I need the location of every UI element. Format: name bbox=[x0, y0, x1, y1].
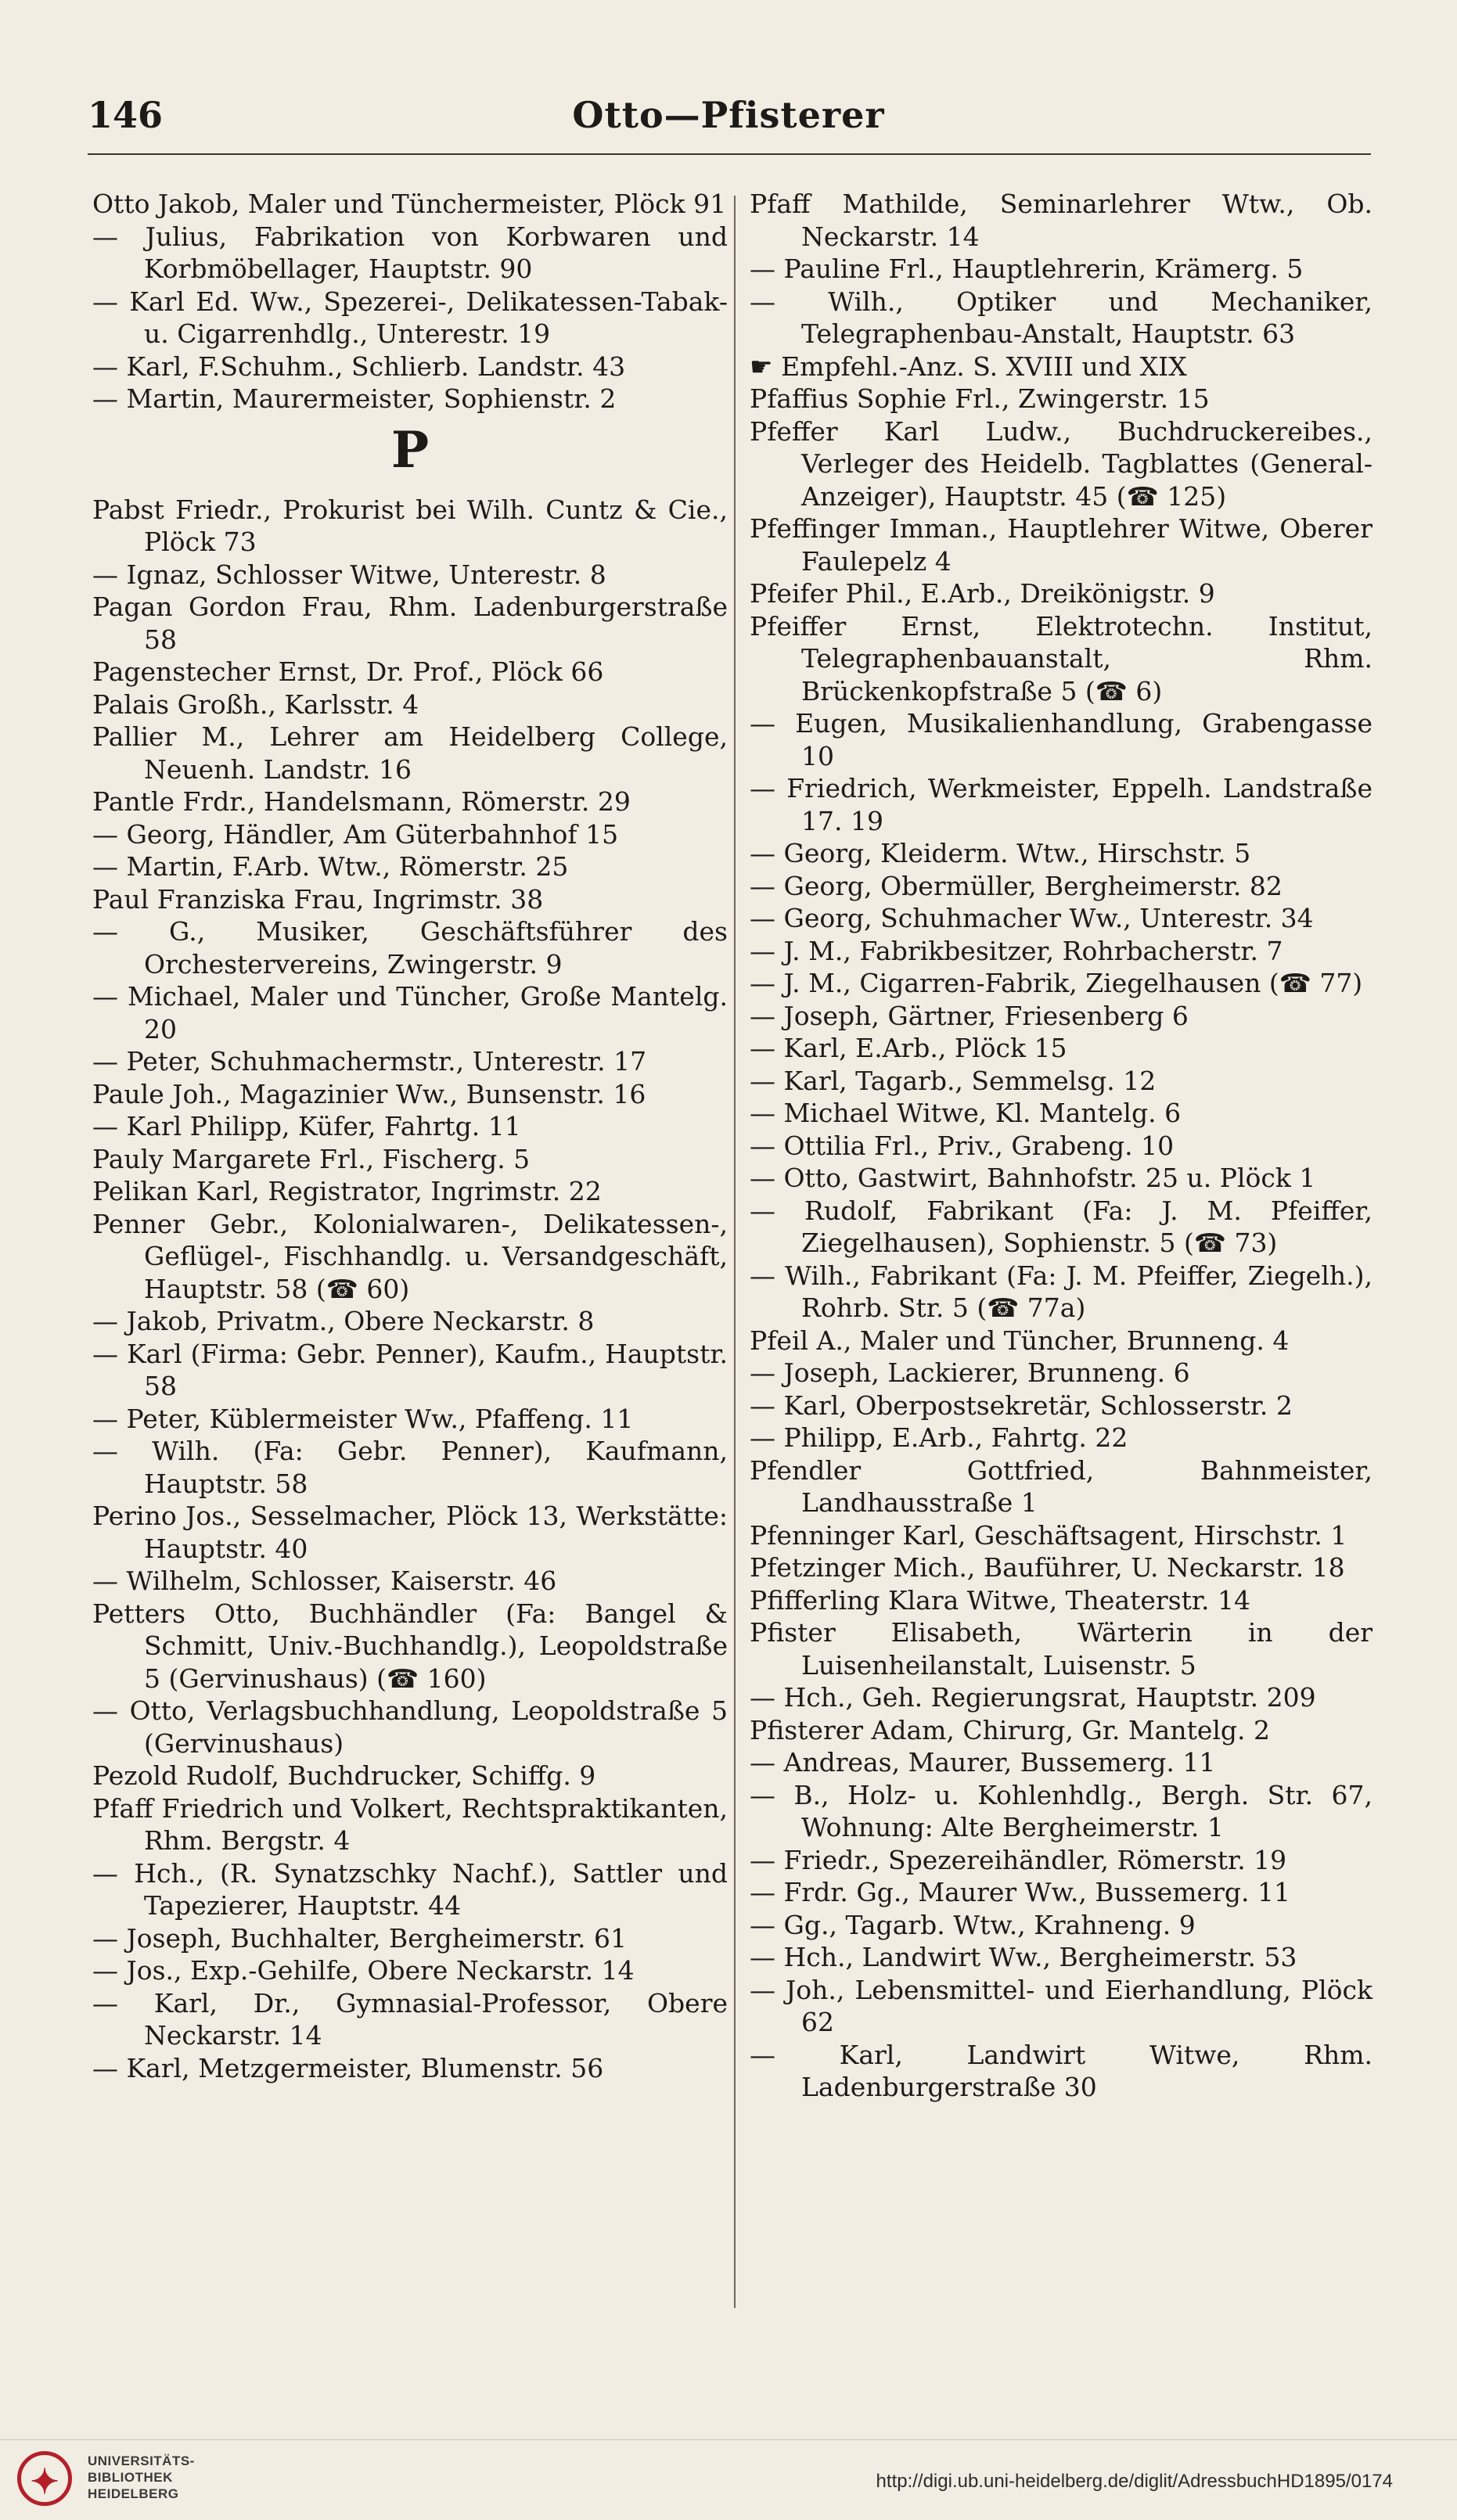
directory-entry: — Karl, Dr., Gymnasial-Professor, Obere Neckarstr. 14 bbox=[92, 1987, 728, 2051]
directory-entry: Pfenninger Karl, Geschäftsagent, Hirschstr. 1 bbox=[750, 1519, 1347, 1551]
directory-entry: — Wilhelm, Schlosser, Kaiserstr. 46 bbox=[92, 1566, 557, 1596]
directory-entry: — Joseph, Buchhalter, Bergheimerstr. 61 bbox=[92, 1922, 627, 1954]
directory-entry: Petters Otto, Buchhändler (Fa: Bangel & Schmitt, Univ.-Buchhandlg.), Leopoldstraße 5 (Gervinushaus) (☎ 160) bbox=[92, 1598, 728, 1694]
directory-entry: — Michael, Maler und Tüncher, Große Mantelg. 20 bbox=[92, 981, 728, 1044]
directory-entry: ☛ Empfehl.-Anz. S. XVIII und XIX bbox=[750, 350, 1187, 382]
directory-entry: — Jos., Exp.-Gehilfe, Obere Neckarstr. 14 bbox=[92, 1955, 635, 1986]
left-column bbox=[92, 188, 728, 2084]
directory-entry: — Hch., Landwirt Ww., Bergheimerstr. 53 bbox=[750, 1942, 1297, 1972]
directory-entry: — Gg., Tagarb. Wtw., Krahneng. 9 bbox=[750, 1909, 1196, 1940]
directory-entry: Pfeiffer Ernst, Elektrotechn. Institut, Telegraphenbauanstalt, Rhm. Brückenkopfstraße 5 (☎ 6) bbox=[750, 610, 1372, 706]
directory-entry: — Karl Ed. Ww., Spezerei-, Delikatessen-Tabak- u. Cigarrenhdlg., Unterestr. 19 bbox=[92, 286, 728, 349]
directory-entry: Pfisterer Adam, Chirurg, Gr. Mantelg. 2 bbox=[750, 1714, 1271, 1745]
directory-entry: Palais Großh., Karlsstr. 4 bbox=[92, 688, 419, 720]
directory-entry: — Karl, Oberpostsekretär, Schlosserstr. 2 bbox=[750, 1389, 1293, 1421]
directory-entry: — Friedrich, Werkmeister, Eppelh. Landstraße 17. 19 bbox=[750, 773, 1372, 836]
directory-entry: Otto Jakob, Maler und Tünchermeister, Plöck 91 bbox=[92, 189, 727, 219]
directory-entry: Pezold Rudolf, Buchdrucker, Schiffg. 9 bbox=[92, 1760, 596, 1791]
directory-entry: — Friedr., Spezereihändler, Römerstr. 19 bbox=[750, 1844, 1287, 1875]
directory-entry: Pagenstecher Ernst, Dr. Prof., Plöck 66 bbox=[92, 656, 604, 687]
directory-entry: — Ottilia Frl., Priv., Grabeng. 10 bbox=[750, 1130, 1175, 1161]
library-logo bbox=[13, 2445, 195, 2515]
directory-entry: — Karl, Landwirt Witwe, Rhm. Ladenburgerstraße 30 bbox=[750, 2039, 1372, 2102]
directory-entry: — Wilh., Fabrikant (Fa: J. M. Pfeiffer, Ziegelh.), Rohrb. Str. 5 (☎ 77a) bbox=[750, 1260, 1372, 1323]
directory-entry: — Karl, F.Schuhm., Schlierb. Landstr. 43 bbox=[92, 350, 626, 382]
directory-entry: — Jakob, Privatm., Obere Neckarstr. 8 bbox=[92, 1306, 595, 1336]
directory-entry: Pfeil A., Maler und Tüncher, Brunneng. 4 bbox=[750, 1325, 1290, 1356]
directory-entry: Paul Franziska Frau, Ingrimstr. 38 bbox=[92, 883, 544, 915]
directory-entry: Pfaffius Sophie Frl., Zwingerstr. 15 bbox=[750, 383, 1210, 414]
directory-entry: — Otto, Verlagsbuchhandlung, Leopoldstraße 5 (Gervinushaus) bbox=[92, 1695, 728, 1759]
directory-entry: Pelikan Karl, Registrator, Ingrimstr. 22 bbox=[92, 1176, 602, 1206]
directory-entry: Perino Jos., Sesselmacher, Plöck 13, Werkstätte: Hauptstr. 40 bbox=[92, 1501, 728, 1564]
directory-entry: — Georg, Kleiderm. Wtw., Hirschstr. 5 bbox=[750, 838, 1251, 868]
directory-entry: — Eugen, Musikalienhandlung, Grabengasse 10 bbox=[750, 708, 1372, 771]
directory-entry: — Martin, Maurermeister, Sophienstr. 2 bbox=[92, 383, 617, 414]
directory-entry: — Philipp, E.Arb., Fahrtg. 22 bbox=[750, 1422, 1128, 1453]
directory-entry: — Andreas, Maurer, Bussemerg. 11 bbox=[750, 1747, 1216, 1778]
directory-entry: — Hch., Geh. Regierungsrat, Hauptstr. 209 bbox=[750, 1682, 1316, 1713]
directory-entry: Pfaff Friedrich und Volkert, Rechtspraktikanten, Rhm. Bergstr. 4 bbox=[92, 1792, 728, 1856]
directory-entry: Pfendler Gottfried, Bahnmeister, Landhausstraße 1 bbox=[750, 1454, 1372, 1518]
footer-rule bbox=[0, 2439, 1457, 2440]
seal-icon: ✦ bbox=[17, 2451, 72, 2506]
directory-entry: Pfeffinger Imman., Hauptlehrer Witwe, Oberer Faulepelz 4 bbox=[750, 513, 1372, 577]
directory-entry: — Joseph, Lackierer, Brunneng. 6 bbox=[750, 1357, 1190, 1388]
directory-entry: Pfifferling Klara Witwe, Theaterstr. 14 bbox=[750, 1584, 1251, 1616]
directory-entry: — Karl (Firma: Gebr. Penner), Kaufm., Hauptstr. 58 bbox=[92, 1338, 728, 1401]
directory-entry: — Karl, Tagarb., Semmelsg. 12 bbox=[750, 1065, 1157, 1096]
directory-entry: — Hch., (R. Synatzschky Nachf.), Sattler und Tapezierer, Hauptstr. 44 bbox=[92, 1857, 728, 1921]
directory-entry: Pagan Gordon Frau, Rhm. Ladenburgerstraße 58 bbox=[92, 591, 728, 655]
directory-entry: — B., Holz- u. Kohlenhdlg., Bergh. Str. 67, Wohnung: Alte Bergheimerstr. 1 bbox=[750, 1779, 1372, 1842]
directory-entry: — Joh., Lebensmittel- und Eierhandlung, Plöck 62 bbox=[750, 1974, 1372, 2037]
directory-entry: Penner Gebr., Kolonialwaren-, Delikatessen-, Geflügel-, Fischhandlg. u. Versandgeschäft, Hauptstr. 58 (☎ 60) bbox=[92, 1208, 728, 1304]
directory-entry: — Karl, E.Arb., Plöck 15 bbox=[750, 1033, 1067, 1063]
directory-entry: — Georg, Schuhmacher Ww., Unterestr. 34 bbox=[750, 903, 1314, 933]
directory-entry: — Julius, Fabrikation von Korbwaren und Korbmöbellager, Hauptstr. 90 bbox=[92, 221, 728, 284]
directory-entry: — Wilh. (Fa: Gebr. Penner), Kaufmann, Hauptstr. 58 bbox=[92, 1436, 728, 1499]
directory-entry: — G., Musiker, Geschäftsführer des Orchestervereins, Zwingerstr. 9 bbox=[92, 916, 728, 980]
directory-entry: — J. M., Cigarren-Fabrik, Ziegelhausen (☎ 77) bbox=[750, 968, 1363, 998]
directory-entry: Pantle Frdr., Handelsmann, Römerstr. 29 bbox=[92, 786, 631, 817]
library-name: UNIVERSITÄTS- BIBLIOTHEK HEIDELBERG bbox=[88, 2453, 195, 2501]
directory-entry: — Otto, Gastwirt, Bahnhofstr. 25 u. Plöck 1 bbox=[750, 1163, 1316, 1193]
directory-entry: — Georg, Obermüller, Bergheimerstr. 82 bbox=[750, 870, 1283, 901]
page-number: 146 bbox=[88, 94, 164, 136]
directory-entry: — Martin, F.Arb. Wtw., Römerstr. 25 bbox=[92, 851, 569, 882]
header-rule bbox=[88, 153, 1371, 155]
directory-entry: — Peter, Küblermeister Ww., Pfaffeng. 11 bbox=[92, 1403, 634, 1434]
directory-entry: — Pauline Frl., Hauptlehrerin, Krämerg. 5 bbox=[750, 253, 1304, 284]
column-divider bbox=[734, 196, 736, 2308]
directory-entry: Pauly Margarete Frl., Fischerg. 5 bbox=[92, 1143, 531, 1174]
directory-entry: Pfeifer Phil., E.Arb., Dreikönigstr. 9 bbox=[750, 578, 1215, 609]
directory-entry: — Peter, Schuhmachermstr., Unterestr. 17 bbox=[92, 1046, 647, 1077]
directory-entry: Pfetzinger Mich., Bauführer, U. Neckarstr. 18 bbox=[750, 1552, 1345, 1583]
directory-entry: Pallier M., Lehrer am Heidelberg College, Neuenh. Landstr. 16 bbox=[92, 721, 728, 785]
directory-entry: — Rudolf, Fabrikant (Fa: J. M. Pfeiffer, Ziegelhausen), Sophienstr. 5 (☎ 73) bbox=[750, 1195, 1372, 1258]
source-url[interactable]: http://digi.ub.uni-heidelberg.de/diglit/AdressbuchHD1895/0174 bbox=[876, 2471, 1393, 2492]
directory-entry: — Wilh., Optiker und Mechaniker, Telegraphenbau-Anstalt, Hauptstr. 63 bbox=[750, 286, 1372, 349]
directory-entry: Pfaff Mathilde, Seminarlehrer Wtw., Ob. Neckarstr. 14 bbox=[750, 189, 1372, 252]
directory-entry: Pfeffer Karl Ludw., Buchdruckereibes., Verleger des Heidelb. Tagblattes (General-Anzeiger), Hauptstr. 45 (☎ 125) bbox=[750, 415, 1372, 512]
directory-entry: — Frdr. Gg., Maurer Ww., Bussemerg. 11 bbox=[750, 1877, 1290, 1907]
directory-entry: Pfister Elisabeth, Wärterin in der Luisenheilanstalt, Luisenstr. 5 bbox=[750, 1617, 1372, 1681]
directory-entry: — J. M., Fabrikbesitzer, Rohrbacherstr. 7 bbox=[750, 935, 1283, 966]
directory-entry: — Karl, Metzgermeister, Blumenstr. 56 bbox=[92, 2052, 604, 2083]
section-letter-heading: P bbox=[390, 420, 430, 480]
running-head: Otto—Pfisterer bbox=[572, 94, 885, 136]
directory-entry: — Karl Philipp, Küfer, Fahrtg. 11 bbox=[92, 1111, 521, 1141]
directory-entry: Paule Joh., Magazinier Ww., Bunsenstr. 16 bbox=[92, 1078, 646, 1109]
directory-entry: Pabst Friedr., Prokurist bei Wilh. Cuntz & Cie., Plöck 73 bbox=[92, 494, 728, 557]
directory-entry: — Ignaz, Schlosser Witwe, Unterestr. 8 bbox=[92, 559, 606, 590]
directory-entry: — Michael Witwe, Kl. Mantelg. 6 bbox=[750, 1098, 1182, 1128]
directory-entry: — Joseph, Gärtner, Friesenberg 6 bbox=[750, 1000, 1189, 1031]
right-column bbox=[750, 188, 1372, 2104]
directory-entry: — Georg, Händler, Am Güterbahnhof 15 bbox=[92, 818, 619, 850]
